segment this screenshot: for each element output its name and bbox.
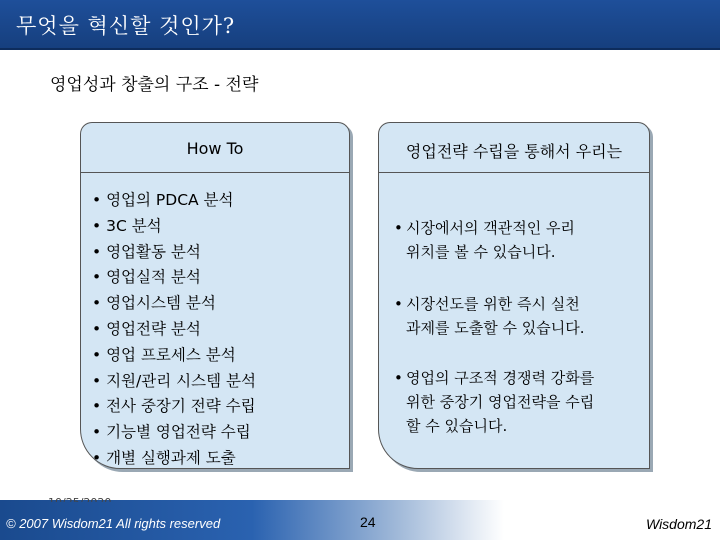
statement-2: • 시장선도를 위한 즉시 실천 과제를 도출할 수 있습니다. — [394, 295, 585, 337]
statement-3: • 영업의 구조적 경쟁력 강화를 위한 중장기 영업전략을 수립 할 수 있습니다. — [394, 369, 595, 435]
slide-subtitle: 영업성과 창출의 구조 - 전략 — [50, 75, 259, 95]
footer-copyright: © 2007 Wisdom21 All rights reserved — [6, 516, 221, 531]
how-to-list — [92, 188, 256, 472]
right-panel-header — [378, 122, 650, 173]
title-bar — [0, 0, 720, 50]
list-item: • 개별 실행과제 도출 — [92, 446, 256, 472]
list-item: • 3C 분석 — [92, 214, 256, 240]
list-item: • 영업전략 분석 — [92, 317, 256, 343]
list-item: • 영업실적 분석 — [92, 265, 256, 291]
right-panel-header-label: 영업전략 수립을 통해서 우리는 — [405, 142, 623, 161]
list-item: • 영업활동 분석 — [92, 240, 256, 266]
footer-brand: Wisdom21 — [645, 516, 712, 532]
list-item: • 영업 프로세스 분석 — [92, 343, 256, 369]
list-item: • 영업시스템 분석 — [92, 291, 256, 317]
left-panel-header — [80, 122, 350, 173]
list-item: • 기능별 영업전략 수립 — [92, 420, 256, 446]
statement-1: • 시장에서의 객관적인 우리 위치를 볼 수 있습니다. — [394, 219, 575, 261]
left-panel-header-label: How To — [186, 139, 244, 158]
list-item: • 전사 중장기 전략 수립 — [92, 394, 256, 420]
list-item: • 영업의 PDCA 분석 — [92, 188, 256, 214]
page-number: 24 — [360, 514, 376, 530]
slide-title: 무엇을 혁신할 것인가? — [16, 14, 236, 38]
list-item: • 지원/관리 시스템 분석 — [92, 369, 256, 395]
